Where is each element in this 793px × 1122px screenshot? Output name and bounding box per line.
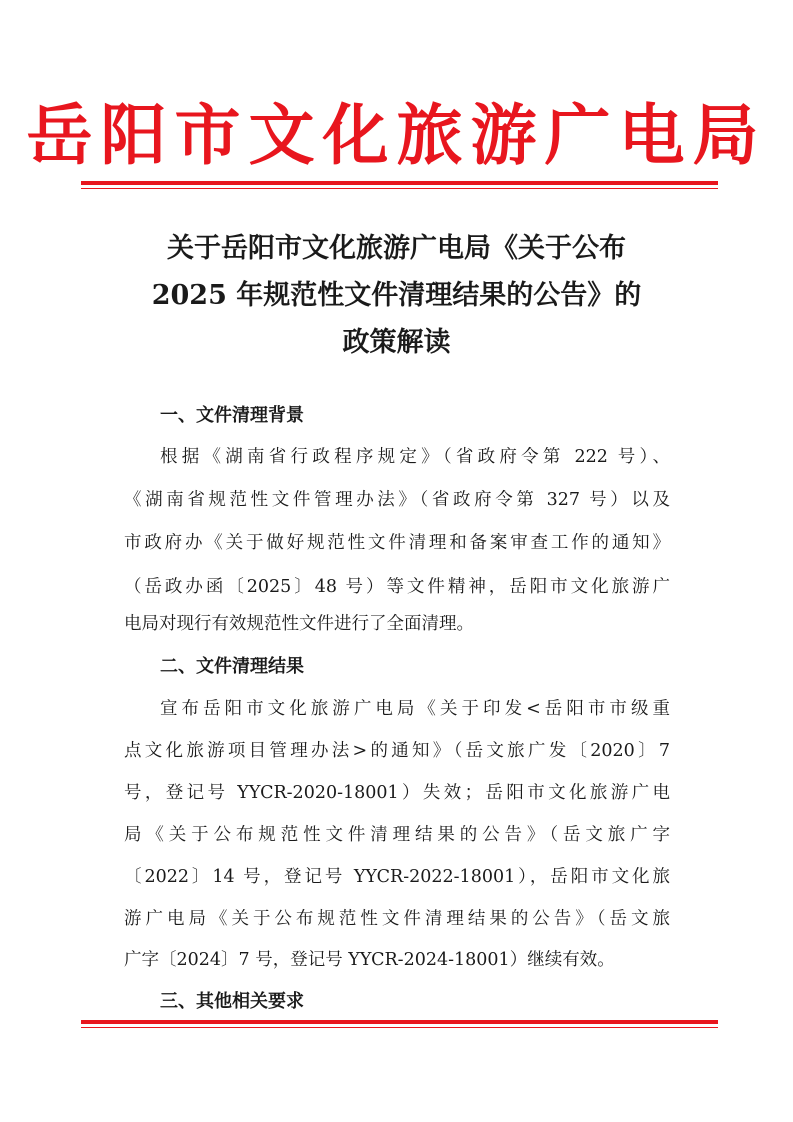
- body-line: 根据《湖南省行政程序规定》（省政府令第 222 号）、: [160, 447, 670, 467]
- body-line: 宣布岳阳市文化旅游广电局《关于印发<岳阳市市级重: [160, 699, 670, 719]
- document-title-line-3: 政策解读: [342, 327, 451, 358]
- section-heading: 二、文件清理结果: [160, 656, 304, 677]
- body-line: 电局对现行有效规范性文件进行了全面清理。: [124, 614, 474, 634]
- body-line: 游广电局《关于公布规范性文件清理结果的公告》（岳文旅: [124, 909, 670, 929]
- masthead-rule-thick: [81, 181, 718, 185]
- footer-rule-thin: [81, 1027, 718, 1028]
- body-line: 〔2022〕14 号，登记号 YYCR-2022-18001），岳阳市文化旅: [124, 867, 670, 887]
- body-line: 号，登记号 YYCR-2020-18001）失效；岳阳市文化旅游广电: [124, 783, 670, 803]
- body-line: 《湖南省规范性文件管理办法》（省政府令第 327 号）以及: [124, 490, 670, 510]
- document-title-line-2: 2025 年规范性文件清理结果的公告》的: [151, 280, 642, 311]
- section-heading: 三、其他相关要求: [160, 991, 304, 1012]
- masthead: 岳阳市文化旅游广电局: [26, 95, 767, 174]
- document-title-line-1: 关于岳阳市文化旅游广电局《关于公布: [167, 233, 626, 264]
- body-line: （岳政办函〔2025〕48 号）等文件精神，岳阳市文化旅游广: [124, 577, 670, 597]
- footer-rule-thick: [81, 1020, 718, 1024]
- body-line: 点文化旅游项目管理办法>的通知》（岳文旅广发〔2020〕7: [124, 741, 670, 761]
- body-line: 广字〔2024〕7 号，登记号 YYCR-2024-18001）继续有效。: [124, 950, 615, 970]
- masthead-rule-thin: [81, 188, 718, 189]
- body-line: 市政府办《关于做好规范性文件清理和备案审查工作的通知》: [124, 533, 670, 553]
- section-heading: 一、文件清理背景: [160, 405, 304, 426]
- body-line: 局《关于公布规范性文件清理结果的公告》（岳文旅广字: [124, 825, 670, 845]
